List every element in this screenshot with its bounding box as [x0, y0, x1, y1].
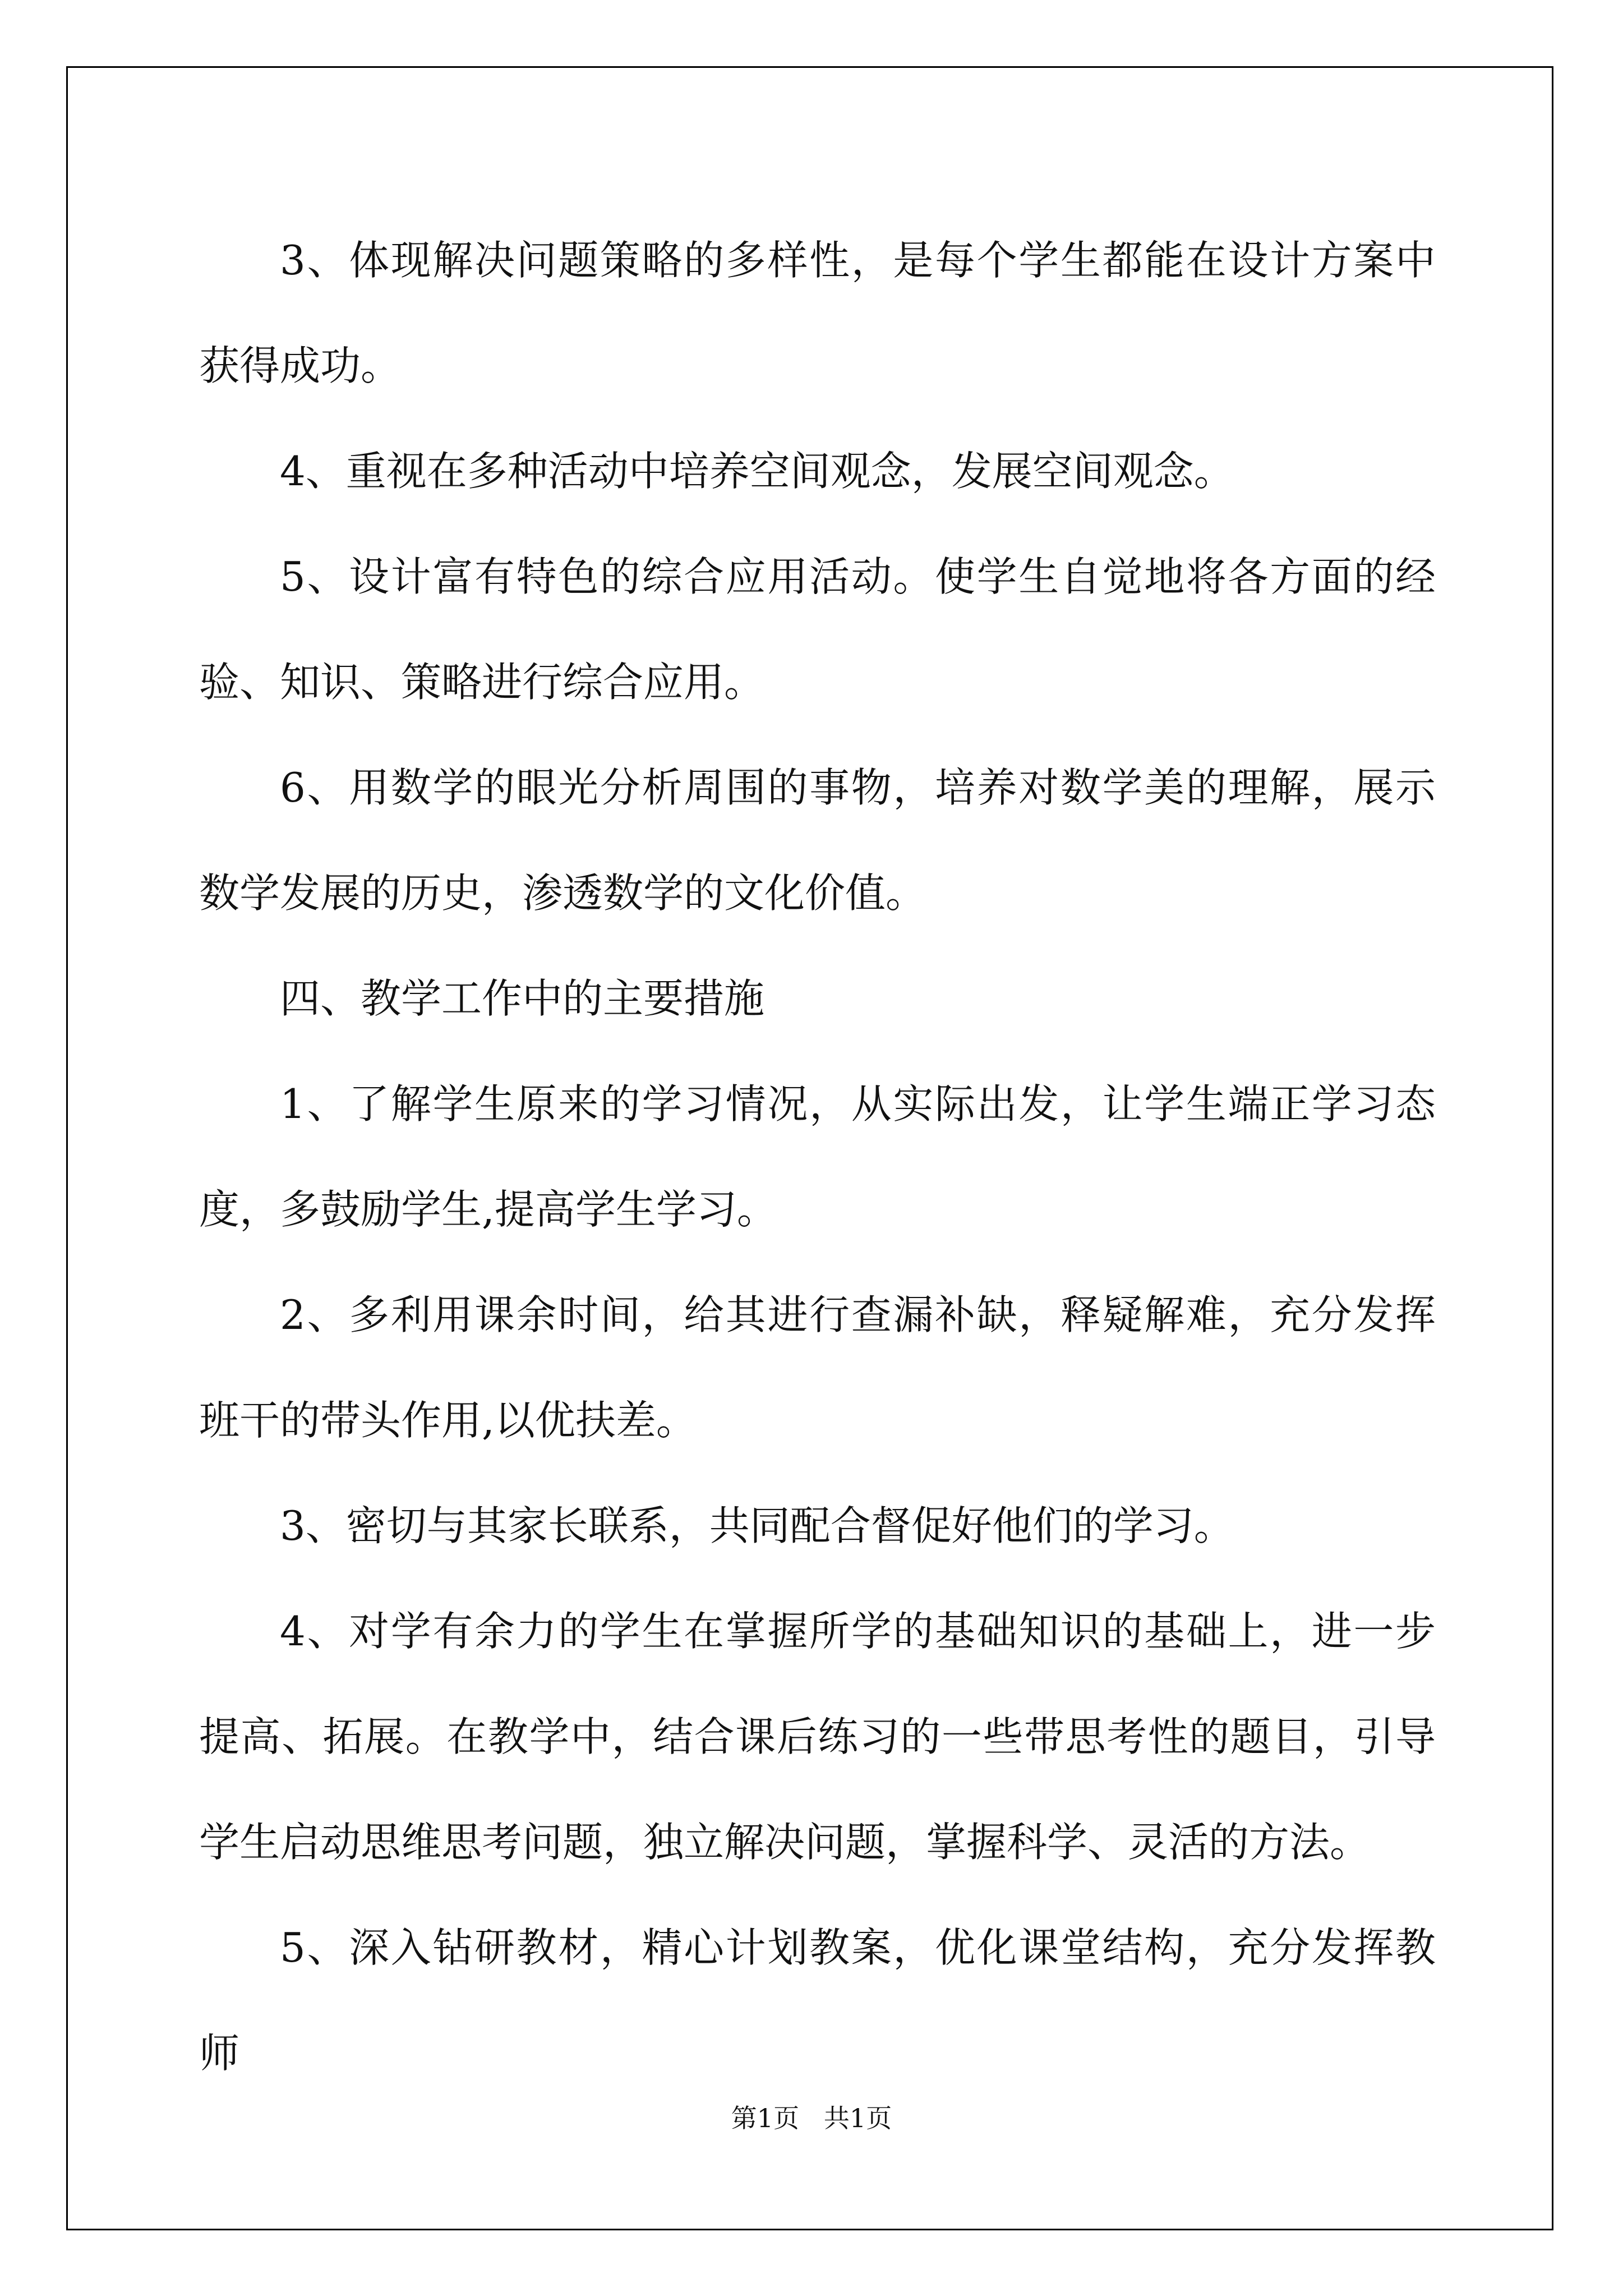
paragraph-4: 6、用数学的眼光分析周围的事物，培养对数学美的理解，展示数学发展的历史，渗透数学的文化价值。 — [199, 764, 1436, 917]
paragraph-2: 4、重视在多种活动中培养空间观念，发展空间观念。 — [280, 448, 1234, 495]
section-heading: 四、教学工作中的主要措施 — [280, 975, 765, 1022]
paragraph-3: 5、设计富有特色的综合应用活动。使学生自觉地将各方面的经验、知识、策略进行综合应用。 — [199, 553, 1436, 706]
paragraph-1: 3、体现解决问题策略的多样性，是每个学生都能在设计方案中获得成功。 — [199, 237, 1436, 389]
paragraph-10: 5、深入钻研教材，精心计划教案，优化课堂结构，充分发挥教师 — [199, 1924, 1436, 2077]
page-footer: 第1页 共1页 — [731, 2103, 892, 2133]
paragraph-6: 1、了解学生原来的学习情况，从实际出发，让学生端正学习态度，多鼓励学生,提高学生学习。 — [199, 1080, 1436, 1233]
document-body — [199, 208, 1436, 2106]
paragraph-7: 2、多利用课余时间，给其进行查漏补缺，释疑解难，充分发挥班干的带头作用,以优扶差。 — [199, 1291, 1436, 1444]
paragraph-8: 3、密切与其家长联系，共同配合督促好他们的学习。 — [280, 1502, 1234, 1549]
paragraph-9: 4、对学有余力的学生在掌握所学的基础知识的基础上，进一步提高、拓展。在教学中，结合课后练习的一些带思考性的题目，引导学生启动思维思考问题，独立解决问题，掌握科学、灵活的方法。 — [199, 1608, 1436, 1866]
